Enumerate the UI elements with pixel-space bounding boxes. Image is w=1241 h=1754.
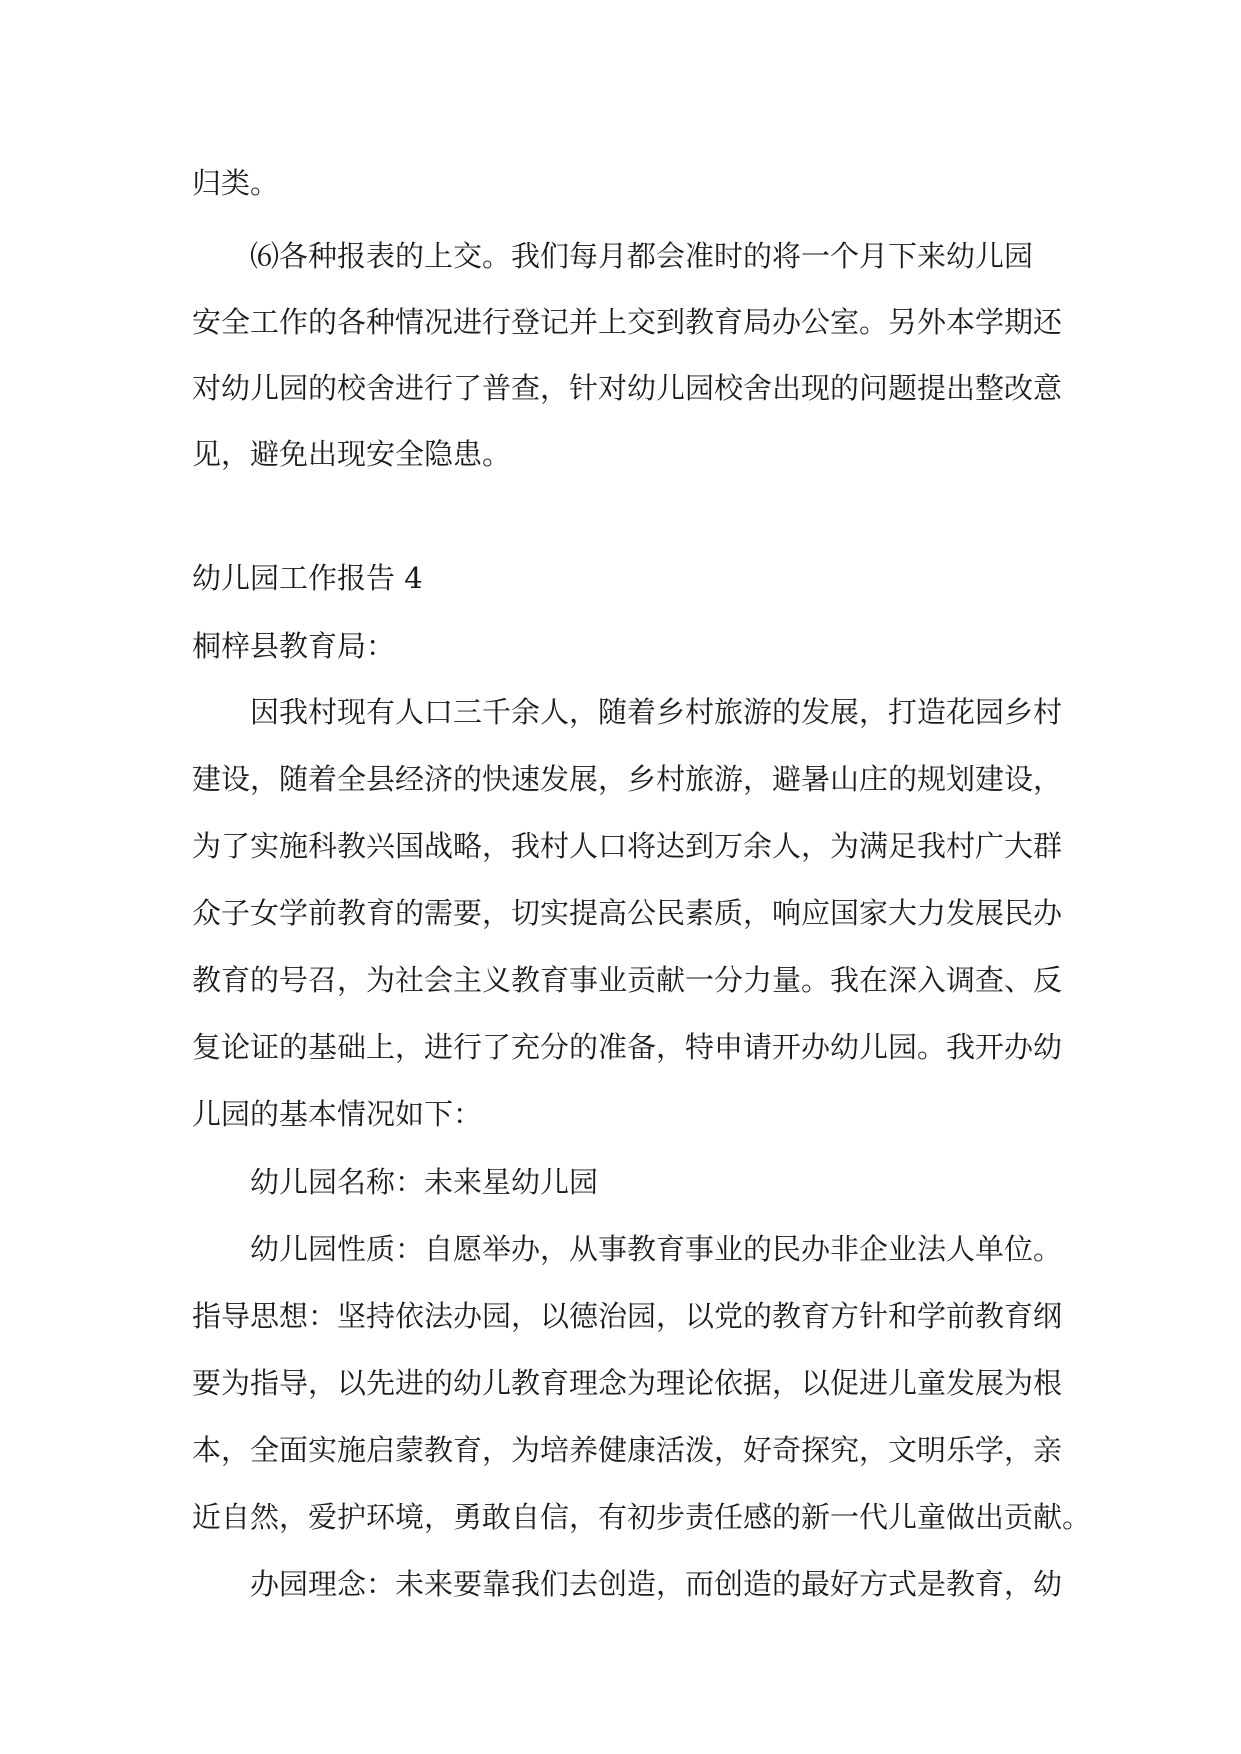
text-line: 指导思想：坚持依法办园，以德治园，以党的教育方针和学前教育纲	[192, 1299, 1063, 1333]
letter-salutation: 桐梓县教育局：	[192, 629, 396, 663]
text-line: 归类。	[192, 166, 280, 200]
text-line: 安全工作的各种情况进行登记并上交到教育局办公室。另外本学期还	[192, 305, 1063, 339]
text-line: 因我村现有人口三千余人，随着乡村旅游的发展，打造花园乡村	[250, 695, 1063, 729]
text-line: 众子女学前教育的需要，切实提高公民素质，响应国家大力发展民办	[192, 896, 1063, 930]
text-line: ⑹各种报表的上交。我们每月都会准时的将一个月下来幼儿园	[250, 239, 1034, 273]
text-line: 为了实施科教兴国战略，我村人口将达到万余人，为满足我村广大群	[192, 829, 1063, 863]
kindergarten-name-line: 幼儿园名称：未来星幼儿园	[250, 1165, 599, 1199]
text-line: 办园理念：未来要靠我们去创造，而创造的最好方式是教育，幼	[250, 1567, 1063, 1601]
text-line: 复论证的基础上，进行了充分的准备，特申请开办幼儿园。我开办幼	[192, 1030, 1063, 1064]
text-line: 对幼儿园的校舍进行了普查，针对幼儿园校舍出现的问题提出整改意	[192, 371, 1063, 405]
kindergarten-nature-line: 幼儿园性质：自愿举办，从事教育事业的民办非企业法人单位。	[250, 1232, 1063, 1266]
text-line: 教育的号召，为社会主义教育事业贡献一分力量。我在深入调查、反	[192, 963, 1063, 997]
text-line: 见，避免出现安全隐患。	[192, 437, 512, 471]
text-line: 近自然，爱护环境，勇敢自信，有初步责任感的新一代儿童做出贡献。	[192, 1500, 1092, 1534]
section-heading: 幼儿园工作报告 4	[192, 561, 423, 595]
text-line: 儿园的基本情况如下：	[192, 1097, 483, 1131]
text-line: 要为指导，以先进的幼儿教育理念为理论依据，以促进儿童发展为根	[192, 1366, 1063, 1400]
text-line: 本，全面实施启蒙教育，为培养健康活泼，好奇探究，文明乐学，亲	[192, 1433, 1063, 1467]
text-line: 建设，随着全县经济的快速发展，乡村旅游，避暑山庄的规划建设，	[192, 762, 1063, 796]
